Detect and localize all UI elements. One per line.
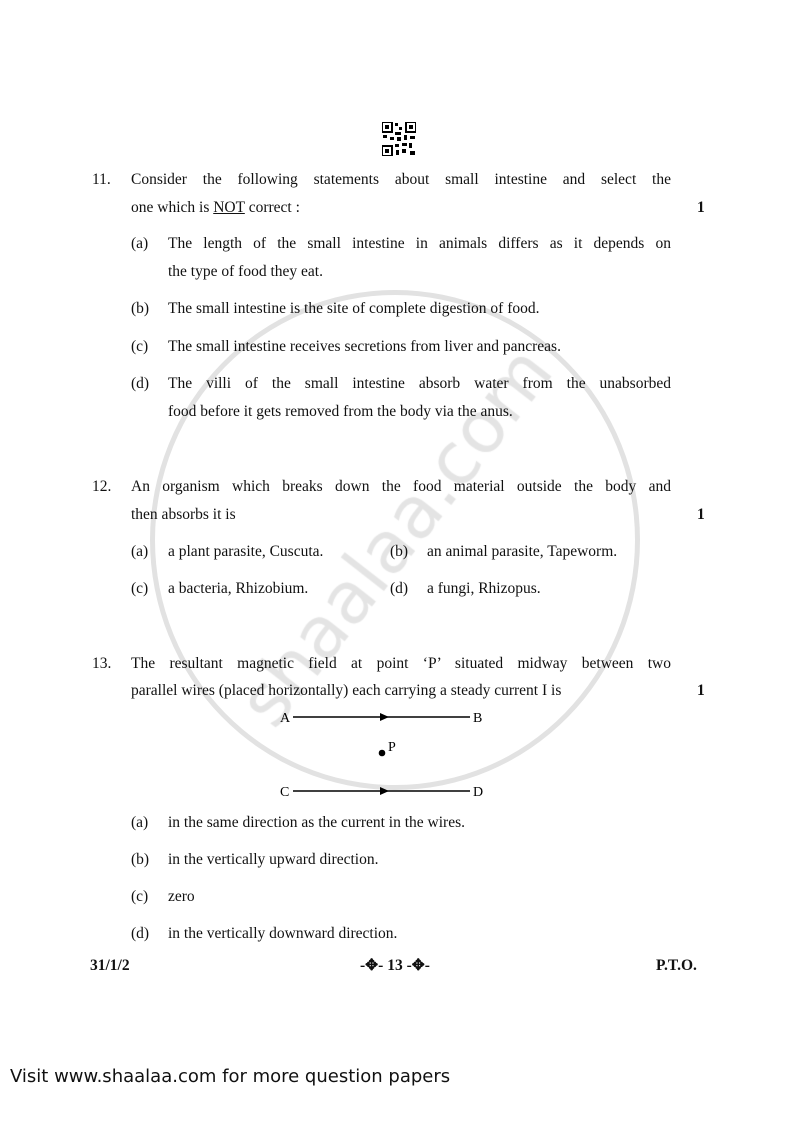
option-label: (c)	[131, 338, 149, 355]
option-text: an animal parasite, Tapeworm.	[427, 543, 618, 560]
pto-label: P.T.O.	[656, 957, 697, 974]
question-text: parallel wires (placed horizontally) each carrying a steady current I is	[131, 682, 562, 699]
wires-diagram	[270, 702, 500, 802]
question-number: 12.	[92, 478, 112, 495]
option-text: The small intestine receives secretions from liver and pancreas.	[168, 338, 561, 355]
option-text: food before it gets removed from the body via the anus.	[168, 403, 513, 420]
point-p	[379, 750, 386, 757]
paper-code: 31/1/2	[90, 957, 130, 974]
question-text: The resultant magnetic field at point ‘P’ situated midway between two	[131, 655, 671, 672]
option-label: (c)	[131, 888, 149, 905]
option-text: in the vertically downward direction.	[168, 925, 398, 942]
question-number: 11.	[92, 171, 111, 188]
option-text: The length of the small intestine in animals differs as it depends on	[168, 235, 671, 252]
option-text: The villi of the small intestine absorb water from the unabsorbed	[168, 375, 671, 392]
label-d: D	[473, 785, 484, 800]
option-label: (b)	[131, 851, 150, 868]
page-number: -✥- 13 -✥-	[360, 957, 430, 974]
ornament-icon: -✥-	[360, 957, 384, 974]
question-number: 13.	[92, 655, 112, 672]
label-p: P	[388, 740, 396, 755]
option-text: the type of food they eat.	[168, 263, 323, 280]
option-label: (d)	[131, 375, 150, 392]
ornament-icon: -✥-	[406, 957, 430, 974]
option-text: in the same direction as the current in the wires.	[168, 814, 465, 831]
option-text: in the vertically upward direction.	[168, 851, 379, 868]
option-label: (d)	[390, 580, 409, 597]
question-text: one which is NOT correct :	[131, 199, 300, 216]
qr-code-icon	[382, 122, 416, 156]
label-b: B	[473, 711, 483, 726]
option-text: a plant parasite, Cuscuta.	[168, 543, 324, 560]
label-c: C	[280, 785, 290, 800]
label-a: A	[280, 711, 291, 726]
marks: 1	[697, 682, 705, 699]
option-label: (c)	[131, 580, 149, 597]
option-label: (b)	[390, 543, 409, 560]
option-text: a bacteria, Rhizobium.	[168, 580, 309, 597]
option-label: (d)	[131, 925, 150, 942]
option-label: (b)	[131, 300, 150, 317]
question-text: An organism which breaks down the food material outside the body and	[131, 478, 671, 495]
option-text: The small intestine is the site of complete digestion of food.	[168, 300, 540, 317]
option-label: (a)	[131, 543, 149, 560]
option-text: zero	[168, 888, 195, 905]
marks: 1	[697, 506, 705, 523]
current-arrow	[380, 787, 389, 795]
marks: 1	[697, 199, 705, 216]
question-text: then absorbs it is	[131, 506, 236, 523]
option-label: (a)	[131, 814, 149, 831]
promo-text: Visit www.shaalaa.com for more question papers	[10, 1066, 451, 1087]
option-label: (a)	[131, 235, 149, 252]
question-text: Consider the following statements about small intestine and select the	[131, 171, 671, 188]
option-text: a fungi, Rhizopus.	[427, 580, 541, 597]
current-arrow	[380, 713, 389, 721]
